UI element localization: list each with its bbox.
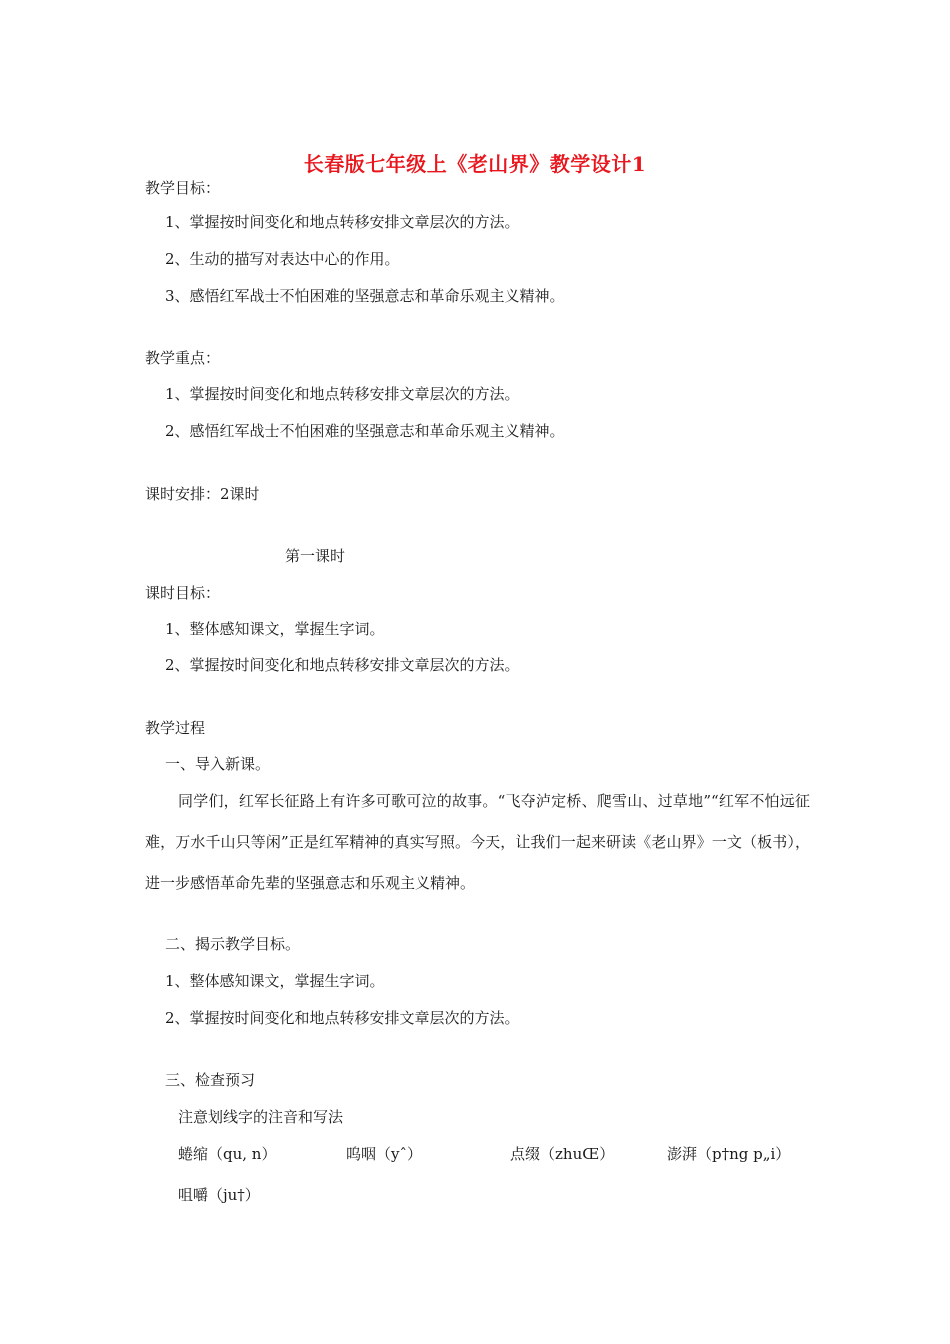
goals-heading: 教学目标：: [145, 179, 221, 197]
lesson-goal-item: 2、掌握按时间变化和地点转移安排文章层次的方法。: [165, 656, 520, 674]
lesson-goal-item: 1、整体感知课文，掌握生字词。: [165, 620, 385, 638]
goal-item: 1、掌握按时间变化和地点转移安排文章层次的方法。: [165, 213, 520, 231]
step2-goal-item: 2、掌握按时间变化和地点转移安排文章层次的方法。: [165, 1009, 520, 1027]
focus-item: 2、感悟红军战士不怕困难的坚强意志和革命乐观主义精神。: [165, 422, 565, 440]
lesson-title: 第一课时: [285, 547, 346, 565]
lesson-goals-heading: 课时目标：: [145, 584, 221, 602]
step1-paragraph: 同学们，红军长征路上有许多可歌可泣的故事。“飞夺泸定桥、爬雪山、过草地”“红军不怕远征难，万水千山只等闲”正是红军精神的真实写照。今天，让我们一起来研读《老山界》一文（板书），进一步感悟革命先辈的坚强意志和乐观主义精神。: [145, 792, 810, 892]
pinyin-item: 呜咽（yˆ）: [346, 1145, 422, 1163]
pinyin-item: 蜷缩（qu, n）: [178, 1145, 277, 1163]
focus-heading: 教学重点：: [145, 349, 221, 367]
pinyin-item: 咀嚼（ju†）: [178, 1186, 260, 1204]
step1-heading: 一、导入新课。: [165, 755, 271, 773]
pinyin-item: 点缀（zhuŒ）: [510, 1145, 615, 1163]
step3-note: 注意划线字的注音和写法: [178, 1108, 344, 1126]
focus-item: 1、掌握按时间变化和地点转移安排文章层次的方法。: [165, 385, 520, 403]
pinyin-item: 澎湃（p†ng p„i）: [667, 1145, 791, 1163]
process-heading: 教学过程: [145, 719, 206, 737]
goal-item: 2、生动的描写对表达中心的作用。: [165, 250, 400, 268]
goal-item: 3、感悟红军战士不怕困难的坚强意志和革命乐观主义精神。: [165, 287, 565, 305]
pinyin-row: [178, 1143, 818, 1165]
document-title: 长春版七年级上《老山界》教学设计1: [303, 152, 647, 176]
schedule-line: 课时安排：2课时: [145, 485, 260, 503]
step2-heading: 二、揭示教学目标。: [165, 935, 301, 953]
step2-goal-item: 1、整体感知课文，掌握生字词。: [165, 972, 385, 990]
step3-heading: 三、检查预习: [165, 1071, 256, 1089]
